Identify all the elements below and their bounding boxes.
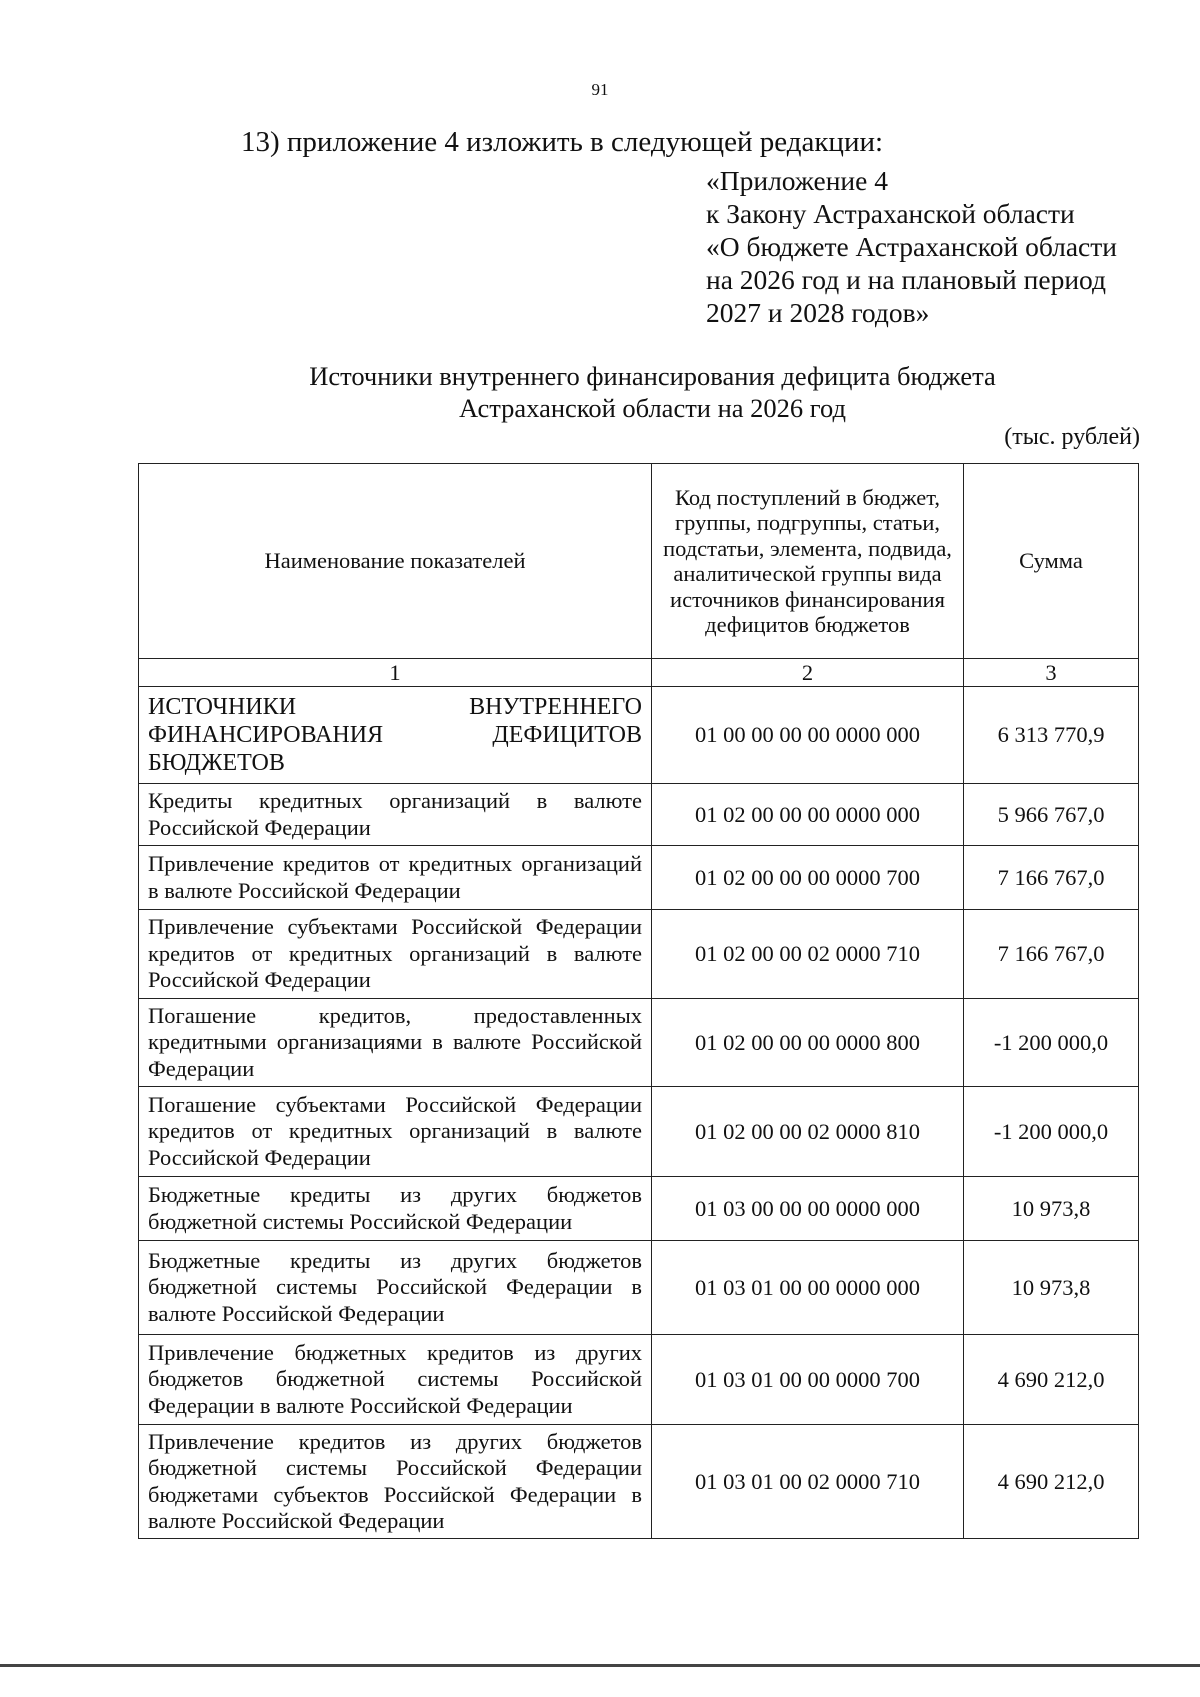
row-name: Привлечение кредитов из других бюджетов бюджетной системы Российской Федерации бюджетами субъектов Российской Федерации в валюте Российской Федерации [139, 1425, 652, 1539]
row-sum: 10 973,8 [964, 1241, 1139, 1335]
row-name: Бюджетные кредиты из других бюджетов бюджетной системы Российской Федерации [139, 1177, 652, 1241]
table-row [139, 1241, 1139, 1335]
column-number: 3 [964, 659, 1139, 687]
table-row [139, 910, 1139, 999]
table-row [139, 1177, 1139, 1241]
row-name: Погашение субъектами Российской Федерации кредитов от кредитных организаций в валюте Российской Федерации [139, 1087, 652, 1177]
row-code: 01 02 00 00 02 0000 810 [652, 1087, 964, 1177]
row-name: Бюджетные кредиты из других бюджетов бюджетной системы Российской Федерации в валюте Российской Федерации [139, 1241, 652, 1335]
row-sum: 4 690 212,0 [964, 1335, 1139, 1425]
row-code: 01 00 00 00 00 0000 000 [652, 687, 964, 784]
title-line: Астраханской области на 2026 год [459, 393, 846, 423]
row-sum: 10 973,8 [964, 1177, 1139, 1241]
table-row [139, 999, 1139, 1087]
bottom-rule [0, 1664, 1200, 1667]
appendix-line: 2027 и 2028 годов» [706, 297, 930, 328]
row-code: 01 02 00 00 00 0000 000 [652, 784, 964, 846]
row-name: ИСТОЧНИКИ ВНУТРЕННЕГО ФИНАНСИРОВАНИЯ ДЕФИЦИТОВ БЮДЖЕТОВ [139, 687, 652, 784]
row-name: Привлечение бюджетных кредитов из других бюджетов бюджетной системы Российской Федерации в валюте Российской Федерации [139, 1335, 652, 1425]
appendix-line: «О бюджете Астраханской области [706, 231, 1117, 262]
page-number: 91 [591, 80, 609, 99]
document-title [0, 360, 1200, 424]
header-sum: Сумма [964, 464, 1139, 659]
table-row [139, 687, 1139, 784]
appendix-line: к Закону Астраханской области [706, 198, 1075, 229]
column-number-row [139, 659, 1139, 687]
row-sum: 7 166 767,0 [964, 846, 1139, 910]
row-sum: -1 200 000,0 [964, 1087, 1139, 1177]
units-label: (тыс. рублей) [1004, 424, 1140, 450]
table-row [139, 1335, 1139, 1425]
header-code: Код поступлений в бюджет, группы, подгруппы, статьи, подстатьи, элемента, подвида, аналитической группы вида источников финансирования дефицитов бюджетов [652, 464, 964, 659]
table-row [139, 1425, 1139, 1539]
financing-sources-table [138, 463, 1139, 1539]
row-sum: -1 200 000,0 [964, 999, 1139, 1087]
row-sum: 6 313 770,9 [964, 687, 1139, 784]
row-code: 01 02 00 00 02 0000 710 [652, 910, 964, 999]
amendment-intro: 13) приложение 4 изложить в следующей редакции: [241, 126, 884, 158]
row-name: Привлечение субъектами Российской Федерации кредитов от кредитных организаций в валюте Российской Федерации [139, 910, 652, 999]
row-code: 01 03 01 00 00 0000 000 [652, 1241, 964, 1335]
appendix-header [706, 164, 1117, 329]
appendix-line: «Приложение 4 [706, 165, 888, 196]
header-name: Наименование показателей [139, 464, 652, 659]
row-sum: 4 690 212,0 [964, 1425, 1139, 1539]
row-code: 01 02 00 00 00 0000 800 [652, 999, 964, 1087]
row-code: 01 03 01 00 02 0000 710 [652, 1425, 964, 1539]
table-row [139, 784, 1139, 846]
title-line: Источники внутреннего финансирования дефицита бюджета [309, 361, 996, 391]
table-row [139, 846, 1139, 910]
row-code: 01 02 00 00 00 0000 700 [652, 846, 964, 910]
row-name: Привлечение кредитов от кредитных организаций в валюте Российской Федерации [139, 846, 652, 910]
table-row [139, 1087, 1139, 1177]
row-name: Кредиты кредитных организаций в валюте Российской Федерации [139, 784, 652, 846]
row-name: Погашение кредитов, предоставленных кредитными организациями в валюте Российской Федерации [139, 999, 652, 1087]
row-code: 01 03 00 00 00 0000 000 [652, 1177, 964, 1241]
row-code: 01 03 01 00 00 0000 700 [652, 1335, 964, 1425]
column-number: 2 [652, 659, 964, 687]
table-header-row [139, 464, 1139, 659]
column-number: 1 [139, 659, 652, 687]
appendix-line: на 2026 год и на плановый период [706, 264, 1106, 295]
row-sum: 7 166 767,0 [964, 910, 1139, 999]
row-sum: 5 966 767,0 [964, 784, 1139, 846]
